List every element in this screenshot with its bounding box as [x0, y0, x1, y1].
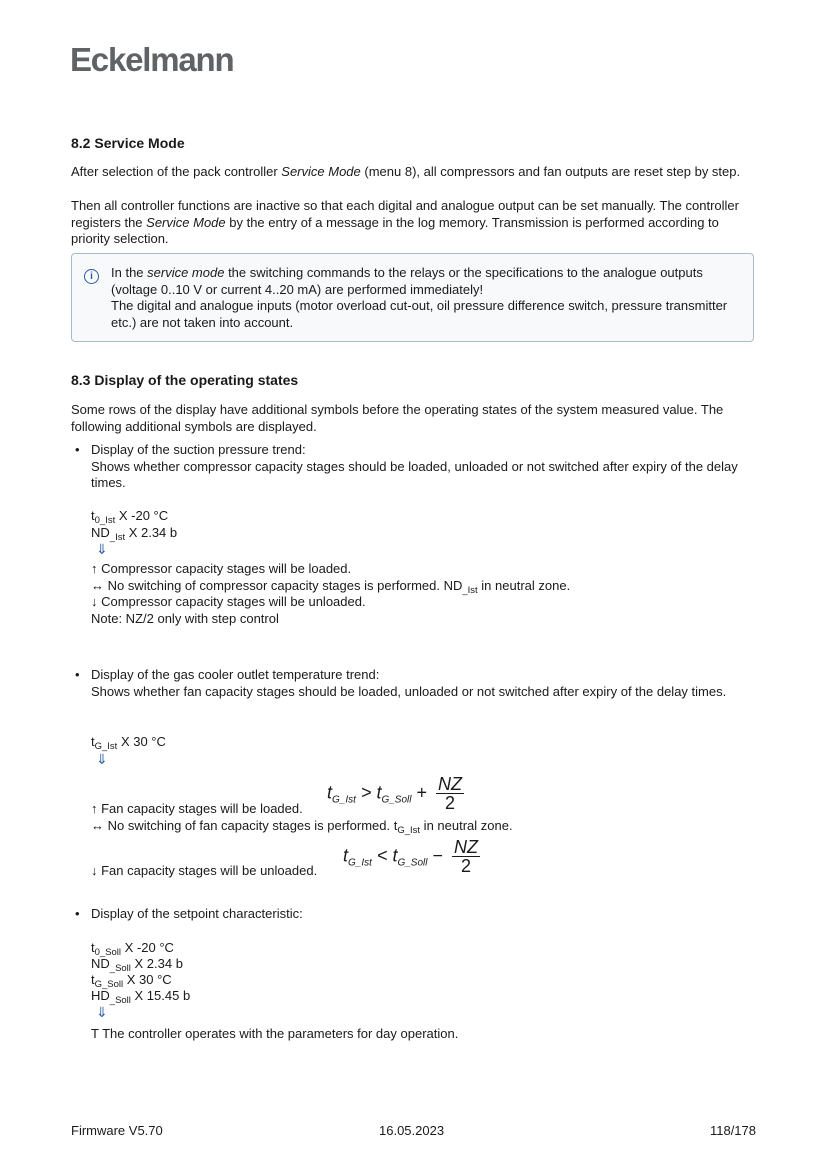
state-unloaded: ↓ Compressor capacity stages will be unloaded.: [91, 594, 366, 609]
day-operation-state: T The controller operates with the parameters for day operation.: [91, 1026, 459, 1041]
paragraph-operating-states-intro: Some rows of the display have additional symbols before the operating states of the system measured value. The following additional symbols are displayed.: [71, 402, 724, 434]
bullet-title: Display of the setpoint characteristic:: [91, 906, 303, 921]
state-loaded: ↑ Compressor capacity stages will be loaded.: [91, 561, 352, 576]
info-note-line-1: In the service mode the switching commands to the relays or the specifications to the analogue outputs (voltage 0..10 V or current 4..20 mA) are performed immediately!: [111, 265, 703, 297]
info-icon: i: [84, 269, 99, 284]
bullet-setpoint-characteristic: [91, 906, 756, 923]
bullet-suction-pressure-trend: [91, 442, 756, 492]
suction-display-example: [91, 508, 756, 627]
formula-loaded-condition: $t_{G\_Ist} > t_{G\_Soll}$ + $\frac{NZ}{2}$: [327, 774, 462, 813]
paragraph-service-mode-1: After selection of the pack controller Service Mode (menu 8), all compressors and fan outputs are reset step by step.: [71, 164, 741, 179]
display-row-tg-soll: $t_{G\_Soll}$ X 30 °C: [91, 972, 172, 990]
display-row-nd-ist: $ND_{\_Ist}$ X 2.34 b: [91, 524, 178, 543]
display-row-t0-ist: $t_{0\_Ist}$ X -20 °C: [91, 508, 169, 526]
fan-state-loaded: ↑ Fan capacity stages will be loaded.: [91, 801, 303, 816]
fan-state-unloaded: ↓ Fan capacity stages will be unloaded.: [91, 863, 318, 878]
section-heading-operating-states: 8.3 Display of the operating states: [71, 372, 299, 388]
bullet-description: Shows whether fan capacity stages should be loaded, unloaded or not switched after expiry of the delay times.: [91, 683, 727, 699]
formula-unloaded-condition: $t_{G\_Ist} < t_{G\_Soll}$ − $\frac{NZ}{2}$: [343, 837, 478, 876]
bullet-marker: •: [75, 906, 80, 921]
paragraph-service-mode-2: Then all controller functions are inactive so that each digital and analogue output can be set manually. The controller registers the Service Mode by the entry of a message in the log memory. Transmission is performed according to priority selection.: [71, 198, 739, 246]
footer-firmware-version: Firmware V5.70: [71, 1123, 163, 1138]
bullet-gas-cooler-trend: [91, 667, 756, 700]
bullet-title: Display of the gas cooler outlet temperature trend:: [91, 667, 380, 682]
gas-cooler-display-example: [91, 734, 756, 771]
footer-date: 16.05.2023: [379, 1123, 445, 1138]
display-row-tg-ist: $t_{G\_Ist}$ X 30 °C: [91, 734, 166, 752]
bullet-marker: •: [75, 442, 80, 457]
state-neutral: ↔ No switching of compressor capacity stages is performed. $ND_{\_Ist}$ in neutral zone.: [91, 577, 571, 596]
bullet-marker: •: [75, 667, 80, 682]
setpoint-display-example: [91, 940, 756, 1042]
double-arrow-down-icon: ⇓: [96, 750, 108, 767]
display-row-nd-soll: $ND_{\_Soll}$ X 2.34 b: [91, 956, 183, 974]
info-note-text: [111, 265, 751, 331]
footer-page-number: 118/178: [709, 1123, 756, 1138]
step-control-note: Note: NZ/2 only with step control: [91, 610, 279, 626]
fraction-nz-over-2: $\frac{NZ}{2}$: [437, 774, 462, 813]
bullet-title: Display of the suction pressure trend:: [91, 442, 306, 457]
display-row-hd-soll: $HD_{\_Soll}$ X 15.45 b: [91, 988, 191, 1006]
display-row-t0-soll: $t_{0\_Soll}$ X -20 °C: [91, 940, 174, 958]
info-note-line-2: The digital and analogue inputs (motor overload cut-out, oil pressure difference switch, pressure transmitter etc.) are not taken into account.: [111, 298, 728, 330]
double-arrow-down-icon: ⇓: [96, 1004, 108, 1020]
info-note-box: [71, 253, 754, 342]
double-arrow-down-icon: ⇓: [96, 541, 108, 557]
company-logo: Eckelmann: [70, 41, 234, 78]
bullet-description: Shows whether compressor capacity stages should be loaded, unloaded or not switched after expiry of the delay times.: [91, 458, 738, 490]
fan-state-neutral: ↔ No switching of fan capacity stages is performed. $t_{G\_Ist}$ in neutral zone.: [91, 818, 513, 836]
fraction-nz-over-2: $\frac{NZ}{2}$: [453, 837, 478, 876]
section-heading-service-mode: 8.2 Service Mode: [71, 135, 185, 151]
